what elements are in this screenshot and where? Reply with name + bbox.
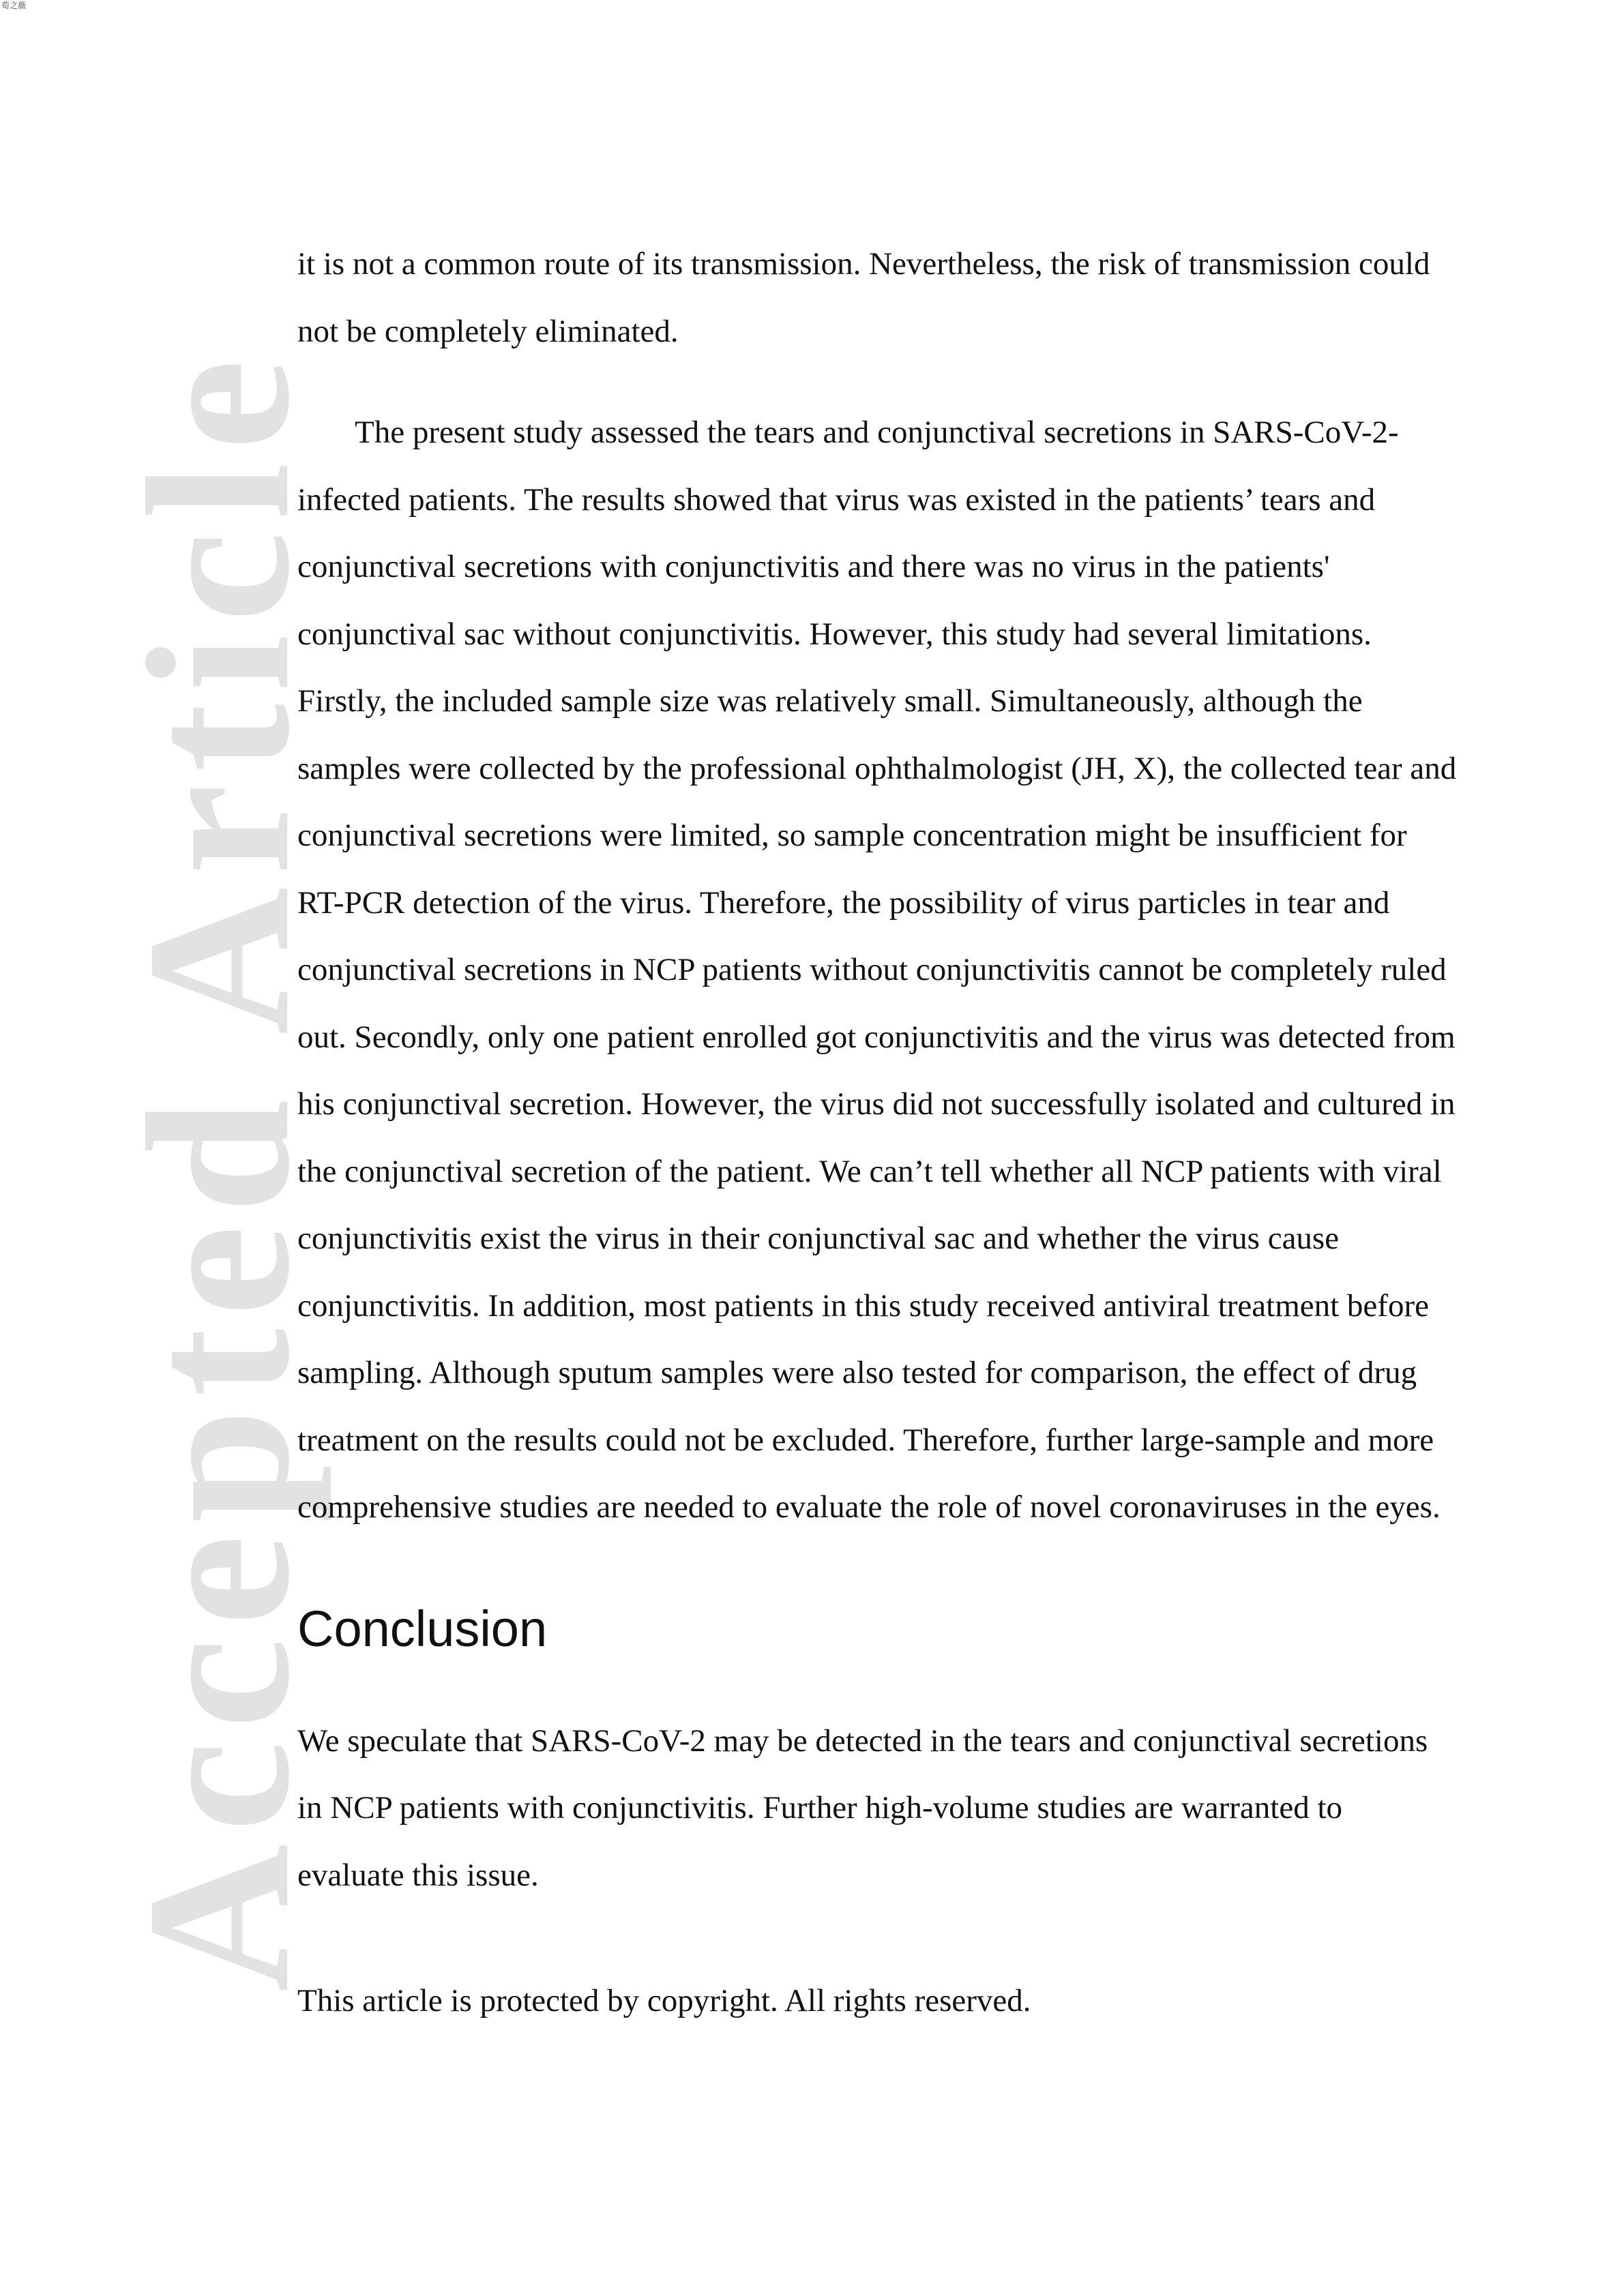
- accepted-article-watermark: Accepted Article: [105, 346, 331, 1993]
- section-heading-conclusion: Conclusion: [297, 1600, 548, 1657]
- corner-mark: 荀之薇: [1, 1, 27, 10]
- paragraph-continued: it is not a common route of its transmission. Nevertheless, the risk of transmission could not be completely eliminated.: [297, 246, 1430, 349]
- paragraph-conclusion: We speculate that SARS-CoV-2 may be detected in the tears and conjunctival secretions in NCP patients with conjunctivitis. Further high-volume studies are warranted to evaluate this issue.: [297, 1723, 1428, 1893]
- article-body: [297, 230, 1457, 2035]
- copyright-notice: This article is protected by copyright. All rights reserved.: [297, 1983, 1031, 2018]
- paragraph-discussion: The present study assessed the tears and conjunctival secretions in SARS-CoV-2-infected patients. The results showed that virus was existed in the patients’ tears and conjunctival secretions with conjunctivitis and there was no virus in the patients' conjunctival sac without conjunctivitis. However, this study had several limitations. Firstly, the included sample size was relatively small. Simultaneously, although the samples were collected by the professional ophthalmologist (JH, X), the collected tear and conjunctival secretions were limited, so sample concentration might be insufficient for RT-PCR detection of the virus. Therefore, the possibility of virus particles in tear and conjunctival secretions in NCP patients without conjunctivitis cannot be completely ruled out. Secondly, only one patient enrolled got conjunctivitis and the virus was detected from his conjunctival secretion. However, the virus did not successfully isolated and cultured in the conjunctival secretion of the patient. We can’t tell whether all NCP patients with viral conjunctivitis exist the virus in their conjunctival sac and whether the virus cause conjunctivitis. In addition, most patients in this study received antiviral treatment before sampling. Although sputum samples were also tested for comparison, the effect of drug treatment on the results could not be excluded. Therefore, further large-sample and more comprehensive studies are needed to evaluate the role of novel coronaviruses in the eyes.: [297, 415, 1457, 1525]
